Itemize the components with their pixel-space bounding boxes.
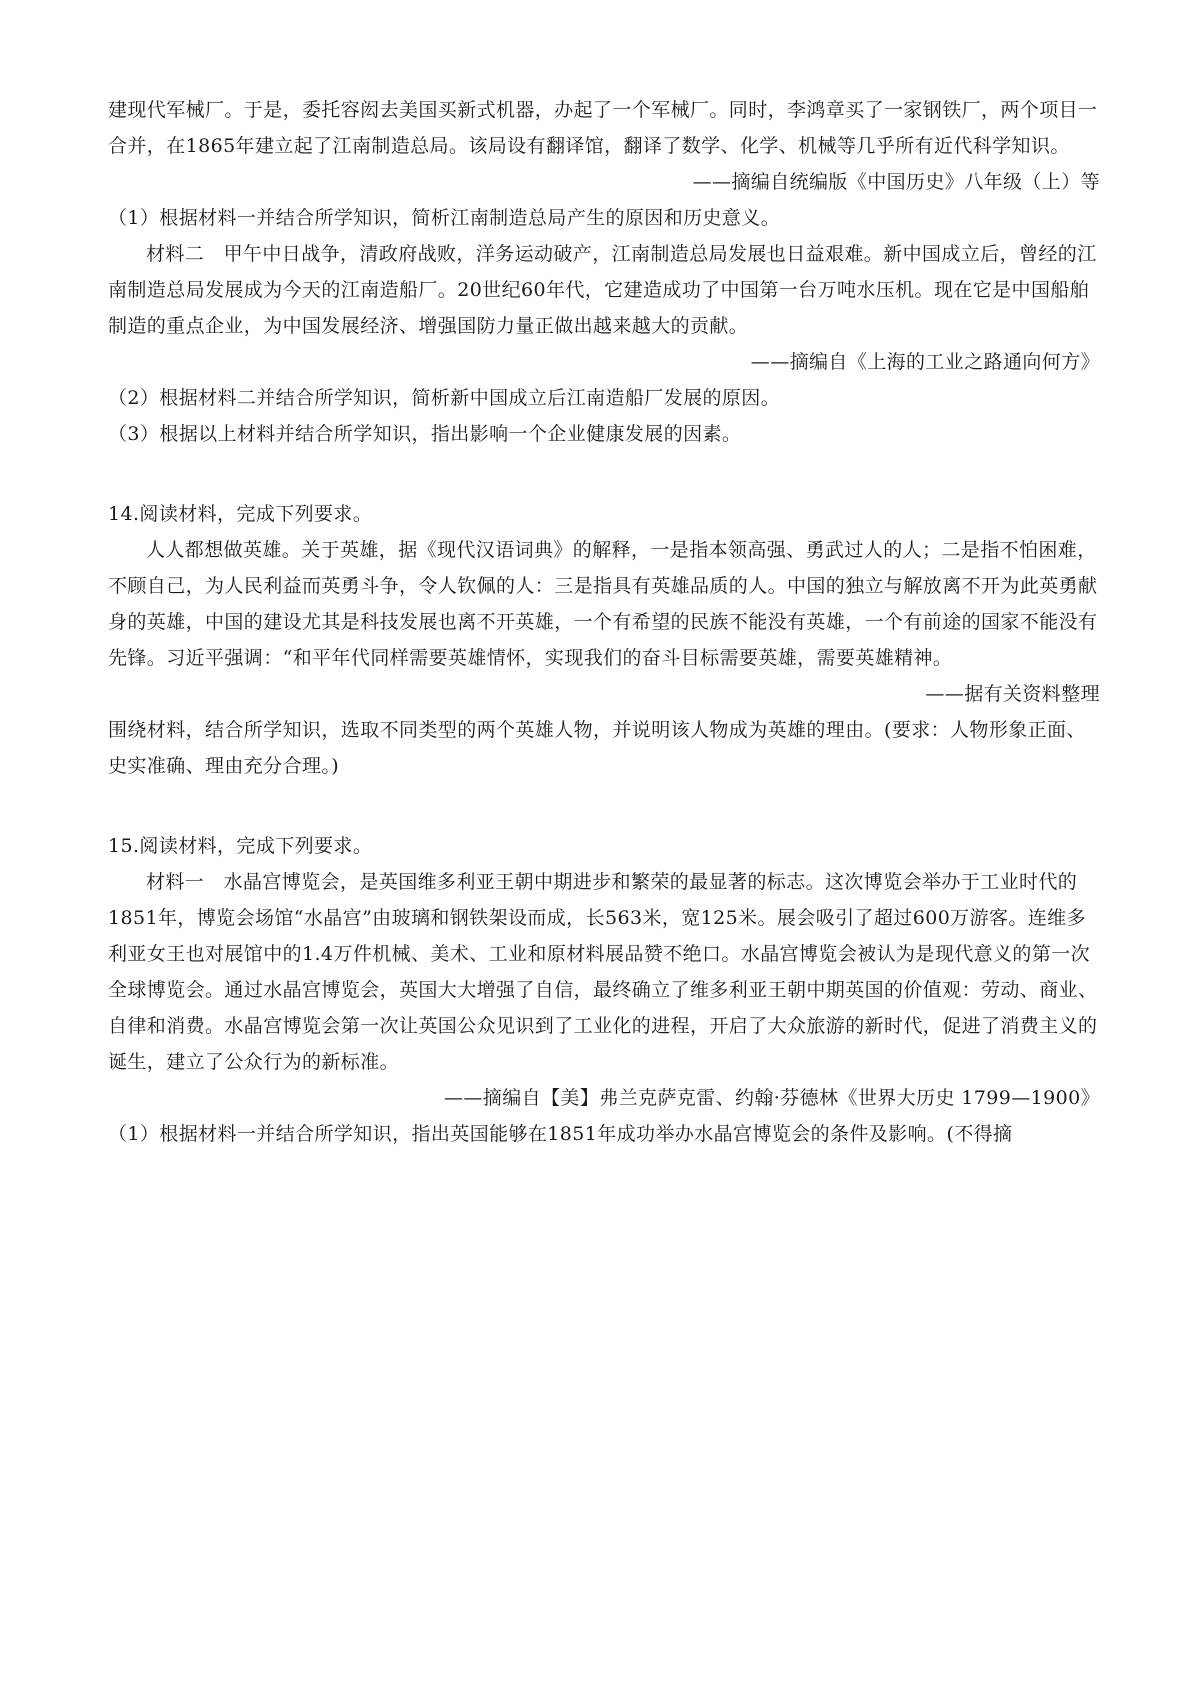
question-14-task: 围绕材料，结合所学知识，选取不同类型的两个英雄人物，并说明该人物成为英雄的理由。(要求：人物形象正面、史实准确、理由充分合理。) [108, 719, 1086, 777]
material-13-2-source: ——摘编自《上海的工业之路通向何方》 [750, 351, 1100, 373]
spacer [108, 488, 1100, 496]
document-page [108, 92, 1100, 1152]
spacer [108, 784, 1100, 820]
question-13-1: （1）根据材料一并结合所学知识，简析江南制造总局产生的原因和历史意义。 [108, 207, 781, 229]
spacer [108, 820, 1100, 828]
spacer [108, 452, 1100, 488]
question-14-material: 人人都想做英雄。关于英雄，据《现代汉语词典》的解释，一是指本领高强、勇武过人的人；二是指不怕困难，不顾自己，为人民利益而英勇斗争，令人钦佩的人：三是指具有英雄品质的人。中国的独立与解放离不开为此英勇献身的英雄，中国的建设尤其是科技发展也离不开英雄，一个有希望的民族不能没有英雄，一个有前途的国家不能没有先锋。习近平强调：“和平年代同样需要英雄情怀，实现我们的奋斗目标需要英雄，需要英雄精神。 [108, 539, 1098, 669]
question-15-title: 15.阅读材料，完成下列要求。 [108, 835, 373, 857]
question-15-material-1: 材料一 水晶宫博览会，是英国维多利亚王朝中期进步和繁荣的最显著的标志。这次博览会举办于工业时代的1851年，博览会场馆“水晶宫”由玻璃和钢铁架设而成，长563米，宽125米。展会吸引了超过600万游客。连维多利亚女王也对展馆中的1.4万件机械、美术、工业和原材料展品赞不绝口。水晶宫博览会被认为是现代意义的第一次全球博览会。通过水晶宫博览会，英国大大增强了自信，最终确立了维多利亚王朝中期英国的价值观：劳动、商业、自律和消费。水晶宫博览会第一次让英国公众见识到了工业化的进程，开启了大众旅游的新时代，促进了消费主义的诞生，建立了公众行为的新标准。 [108, 871, 1098, 1073]
question-13-3: （3）根据以上材料并结合所学知识，指出影响一个企业健康发展的因素。 [108, 423, 742, 445]
material-13-2: 材料二 甲午中日战争，清政府战败，洋务运动破产，江南制造总局发展也日益艰难。新中国成立后，曾经的江南制造总局发展成为今天的江南造船厂。20世纪60年代，它建造成功了中国第一台万吨水压机。现在它是中国船舶制造的重点企业，为中国发展经济、增强国防力量正做出越来越大的贡献。 [108, 243, 1097, 337]
material-13-1-tail: 建现代军械厂。于是，委托容闳去美国买新式机器，办起了一个军械厂。同时，李鸿章买了一家钢铁厂，两个项目一合并，在1865年建立起了江南制造总局。该局设有翻译馆，翻译了数学、化学、机械等几乎所有近代科学知识。 [108, 99, 1098, 157]
material-13-1-source: ——摘编自统编版《中国历史》八年级（上）等 [692, 171, 1100, 193]
question-13-2: （2）根据材料二并结合所学知识，简析新中国成立后江南造船厂发展的原因。 [108, 387, 781, 409]
question-14-source: ——据有关资料整理 [925, 683, 1100, 705]
question-14-title: 14.阅读材料，完成下列要求。 [108, 503, 373, 525]
question-15-1: （1）根据材料一并结合所学知识，指出英国能够在1851年成功举办水晶宫博览会的条件及影响。(不得摘 [108, 1123, 1013, 1145]
question-15-material-1-source: ——摘编自【美】弗兰克萨克雷、约翰·芬德林《世界大历史 1799—1900》 [444, 1087, 1100, 1109]
